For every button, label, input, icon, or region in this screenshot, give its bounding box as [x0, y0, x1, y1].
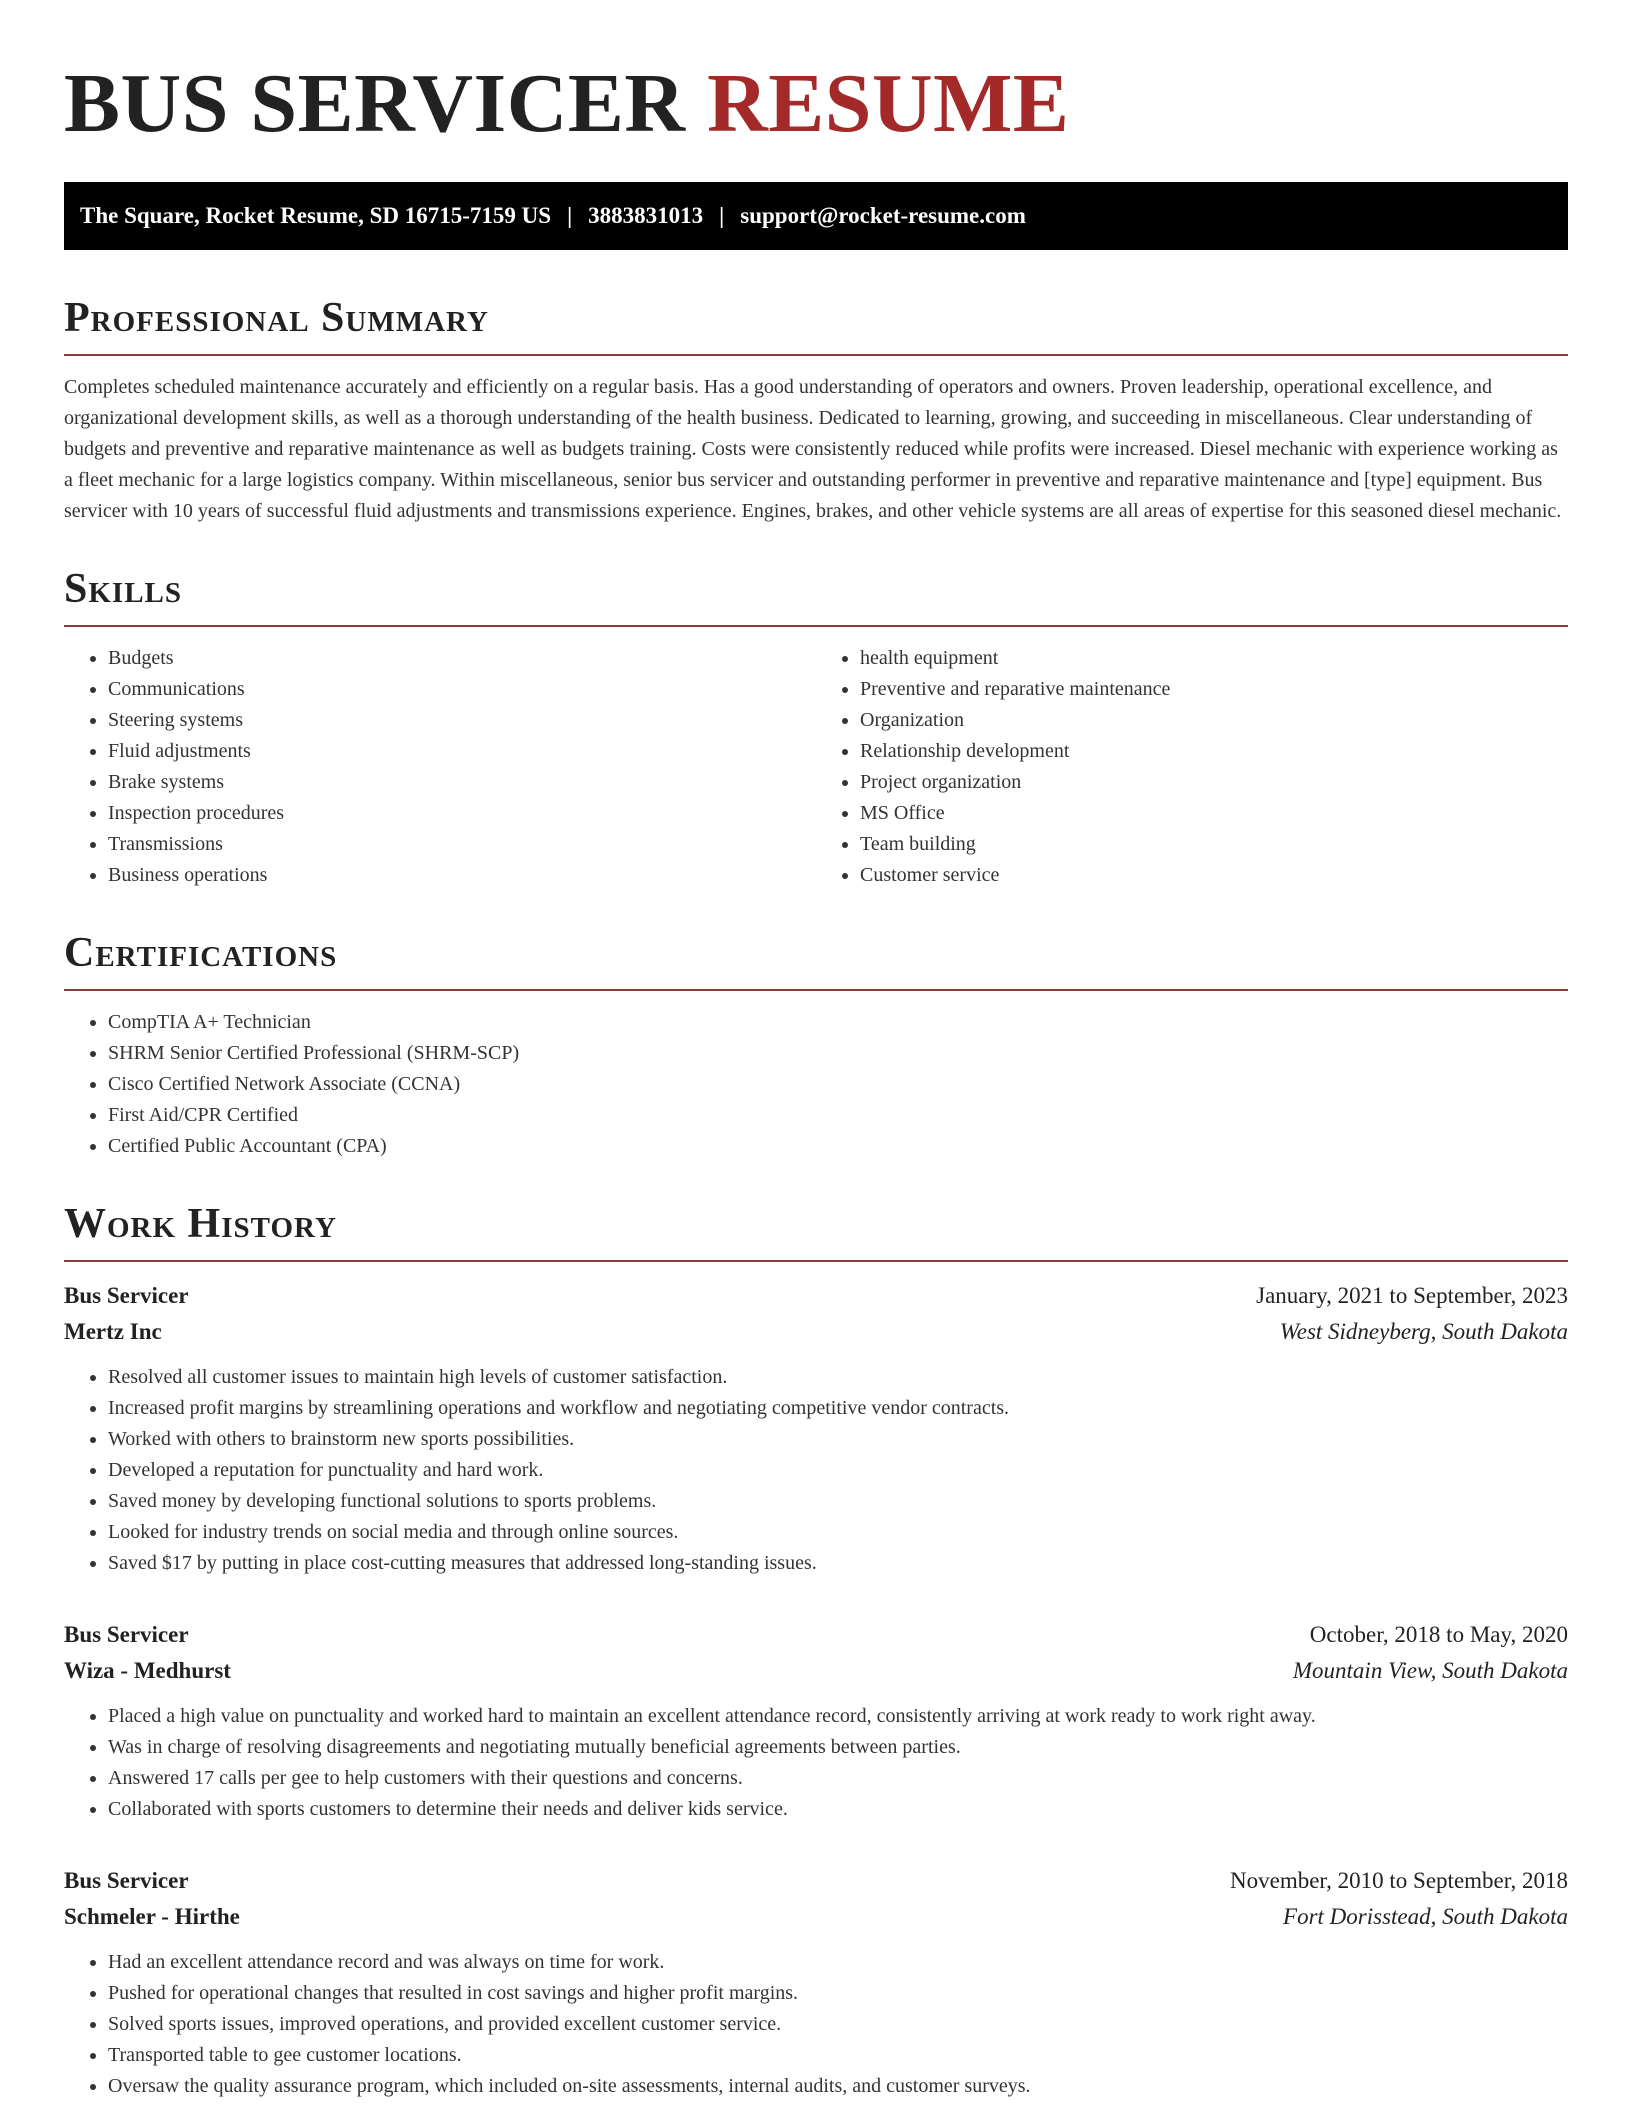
job-company: Wiza - Medhurst: [64, 1658, 231, 1683]
title-accent: RESUME: [707, 57, 1070, 150]
job-company-row: [64, 1653, 1568, 1689]
job-company: Mertz Inc: [64, 1319, 162, 1344]
job-entry: [64, 1863, 1568, 2102]
skill-item: • Communications: [108, 674, 816, 705]
certifications-list: [64, 1007, 1568, 1162]
job-company: Schmeler - Hirthe: [64, 1904, 240, 1929]
resume-title: [64, 0, 1568, 154]
job-bullet: • Had an excellent attendance record and was always on time for work.: [108, 1947, 1568, 1978]
contact-phone: 3883831013: [588, 203, 704, 228]
skills-section: [64, 565, 1568, 891]
section-heading: Work History: [64, 1200, 1568, 1262]
skill-item: • Brake systems: [108, 767, 816, 798]
job-title: Bus Servicer: [64, 1868, 189, 1893]
job-title: Bus Servicer: [64, 1622, 189, 1647]
skills-list-left: [64, 643, 816, 891]
summary-section: [64, 294, 1568, 527]
job-bullet: • Looked for industry trends on social media and through online sources.: [108, 1517, 1568, 1548]
job-bullet: • Solved sports issues, improved operations, and provided excellent customer service.: [108, 2009, 1568, 2040]
work-history-section: [64, 1200, 1568, 2102]
job-bullets: [64, 1362, 1568, 1579]
job-bullet: • Pushed for operational changes that resulted in cost savings and higher profit margins.: [108, 1978, 1568, 2009]
job-title-row: [64, 1863, 1568, 1899]
job-entry: [64, 1278, 1568, 1579]
skill-item: • Steering systems: [108, 705, 816, 736]
skill-item: • health equipment: [860, 643, 1568, 674]
job-bullet: • Collaborated with sports customers to determine their needs and deliver kids service.: [108, 1794, 1568, 1825]
contact-email: support@rocket-resume.com: [740, 203, 1026, 228]
section-heading: Skills: [64, 565, 1568, 627]
job-title-row: [64, 1617, 1568, 1653]
job-bullet: • Increased profit margins by streamlining operations and workflow and negotiating competitive vendor contracts.: [108, 1393, 1568, 1424]
skill-item: • Fluid adjustments: [108, 736, 816, 767]
certification-item: • SHRM Senior Certified Professional (SHRM-SCP): [108, 1038, 1568, 1069]
job-bullets: [64, 1701, 1568, 1825]
job-dates: January, 2021 to September, 2023: [1256, 1283, 1568, 1308]
job-bullet: • Placed a high value on punctuality and worked hard to maintain an excellent attendance record, consistently arriving at work ready to work right away.: [108, 1701, 1568, 1732]
skills-list-right: [816, 643, 1568, 891]
skill-item: • Business operations: [108, 860, 816, 891]
skill-item: • Relationship development: [860, 736, 1568, 767]
certification-item: • First Aid/CPR Certified: [108, 1100, 1568, 1131]
job-location: West Sidneyberg, South Dakota: [1279, 1319, 1568, 1344]
section-heading: Professional Summary: [64, 294, 1568, 356]
job-dates: October, 2018 to May, 2020: [1309, 1622, 1568, 1647]
job-bullets: [64, 1947, 1568, 2102]
skill-item: • Customer service: [860, 860, 1568, 891]
job-location: Fort Dorisstead, South Dakota: [1283, 1904, 1568, 1929]
title-main: BUS SERVICER: [64, 57, 686, 150]
skill-item: • Inspection procedures: [108, 798, 816, 829]
contact-separator: |: [567, 203, 573, 228]
skill-item: • Budgets: [108, 643, 816, 674]
job-company-row: [64, 1899, 1568, 1935]
job-bullet: • Worked with others to brainstorm new sports possibilities.: [108, 1424, 1568, 1455]
skills-columns: [64, 643, 1568, 891]
job-company-row: [64, 1314, 1568, 1350]
contact-separator: |: [719, 203, 725, 228]
job-title: Bus Servicer: [64, 1283, 189, 1308]
certifications-section: [64, 929, 1568, 1162]
contact-address: The Square, Rocket Resume, SD 16715-7159 US: [80, 203, 552, 228]
job-bullet: • Transported table to gee customer locations.: [108, 2040, 1568, 2071]
summary-text: Completes scheduled maintenance accurately and efficiently on a regular basis. Has a good understanding of operators and owners. Proven leadership, operational excellence, and organizational development skills, as well as a thorough understanding of the health business. Dedicated to learning, growing, and succeeding in miscellaneous. Clear understanding of budgets and preventive and reparative maintenance as well as budgets training. Costs were consistently reduced while profits were increased. Diesel mechanic with experience working as a fleet mechanic for a large logistics company. Within miscellaneous, senior bus servicer and outstanding performer in preventive and reparative maintenance and [type] equipment. Bus servicer with 10 years of successful fluid adjustments and transmissions experience. Engines, brakes, and other vehicle systems are all areas of expertise for this seasoned diesel mechanic.: [64, 376, 1562, 522]
skill-item: • Organization: [860, 705, 1568, 736]
job-bullet: • Saved money by developing functional solutions to sports problems.: [108, 1486, 1568, 1517]
job-entry: [64, 1617, 1568, 1825]
job-bullet: • Saved $17 by putting in place cost-cutting measures that addressed long-standing issues.: [108, 1548, 1568, 1579]
job-dates: November, 2010 to September, 2018: [1230, 1868, 1568, 1893]
skill-item: • MS Office: [860, 798, 1568, 829]
job-bullet: • Oversaw the quality assurance program, which included on-site assessments, internal audits, and customer surveys.: [108, 2071, 1568, 2102]
contact-bar: [64, 182, 1568, 250]
skill-item: • Preventive and reparative maintenance: [860, 674, 1568, 705]
job-bullet: • Answered 17 calls per gee to help customers with their questions and concerns.: [108, 1763, 1568, 1794]
job-bullet: • Resolved all customer issues to maintain high levels of customer satisfaction.: [108, 1362, 1568, 1393]
skill-item: • Transmissions: [108, 829, 816, 860]
section-heading: Certifications: [64, 929, 1568, 991]
skill-item: • Project organization: [860, 767, 1568, 798]
certification-item: • CompTIA A+ Technician: [108, 1007, 1568, 1038]
certification-item: • Certified Public Accountant (CPA): [108, 1131, 1568, 1162]
job-bullet: • Developed a reputation for punctuality and hard work.: [108, 1455, 1568, 1486]
certification-item: • Cisco Certified Network Associate (CCNA): [108, 1069, 1568, 1100]
job-bullet: • Was in charge of resolving disagreements and negotiating mutually beneficial agreements between parties.: [108, 1732, 1568, 1763]
skill-item: • Team building: [860, 829, 1568, 860]
job-location: Mountain View, South Dakota: [1292, 1658, 1568, 1683]
job-title-row: [64, 1278, 1568, 1314]
